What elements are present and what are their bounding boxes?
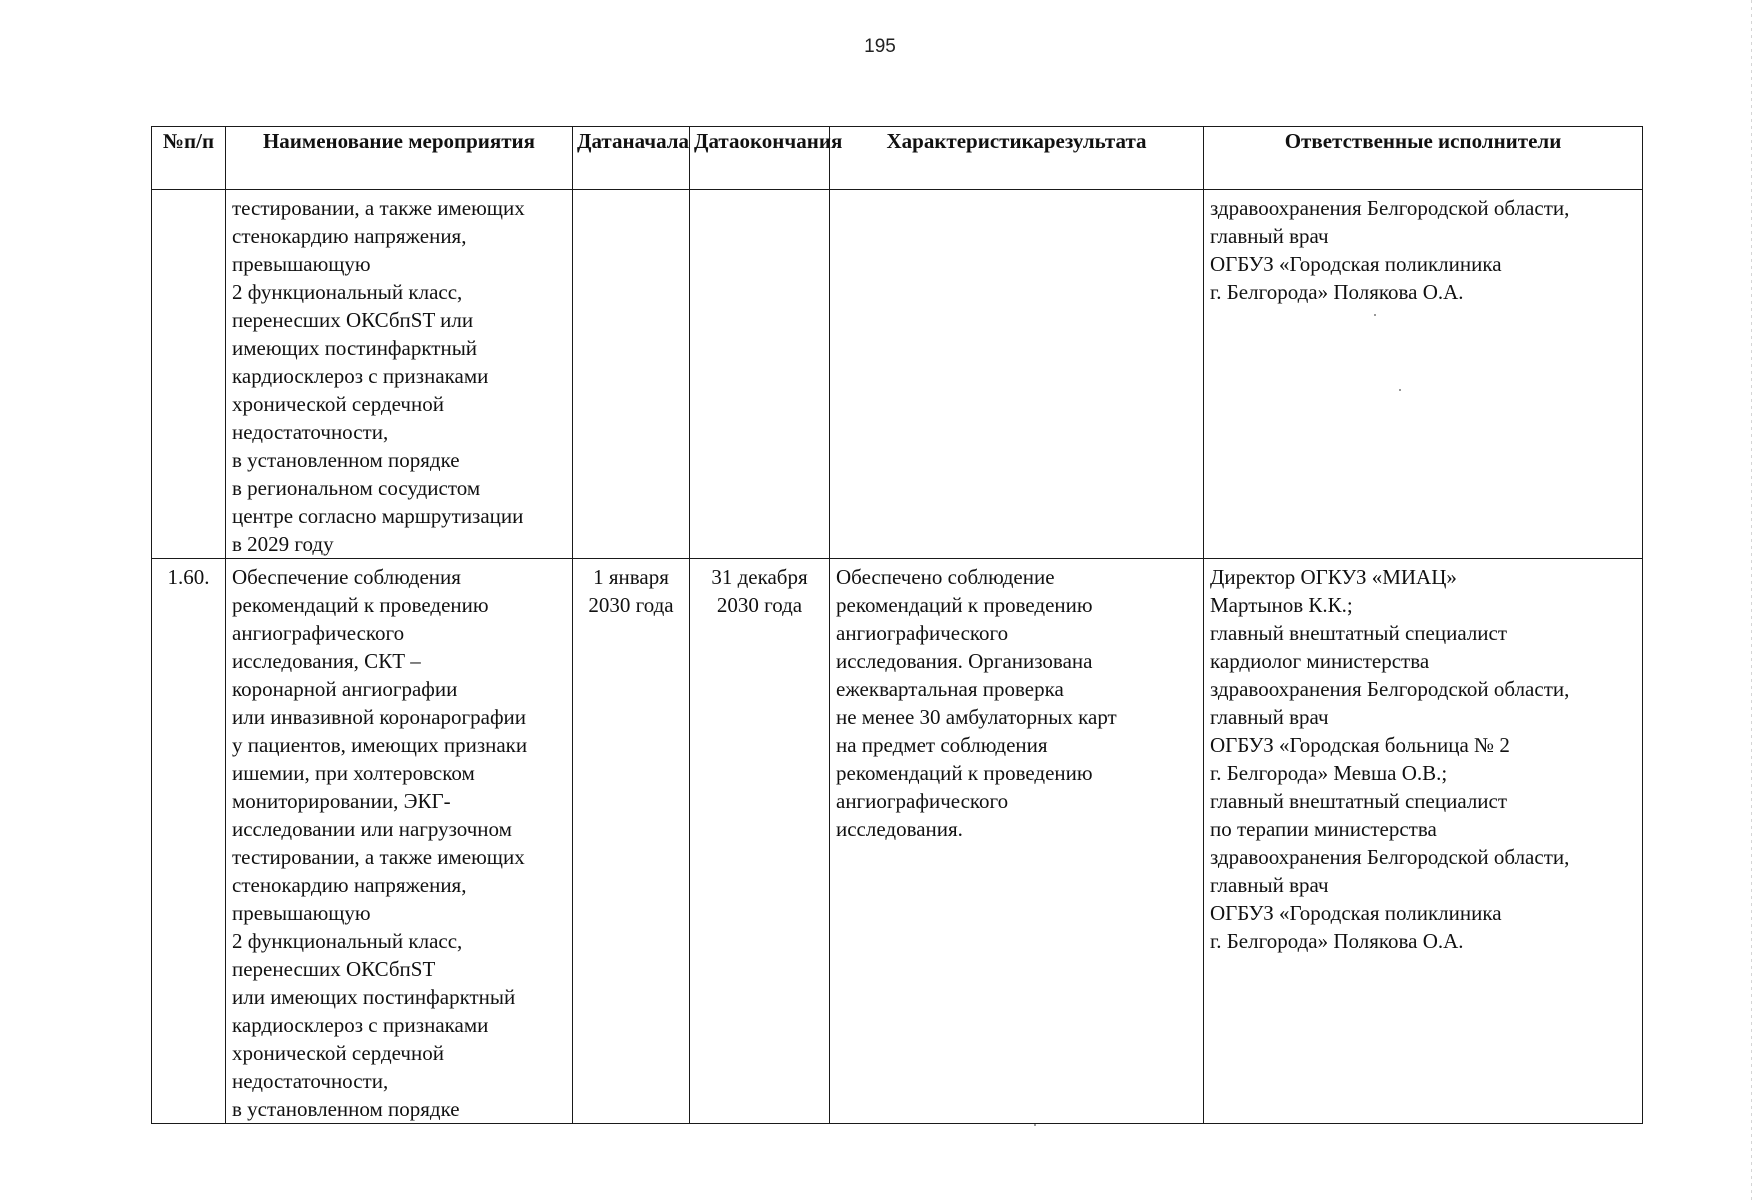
page-number: 195 (864, 36, 896, 57)
text-line: Дата (577, 129, 623, 153)
text-line: тестировании, а также имеющих (232, 196, 525, 220)
text-line: исследования, СКТ – (232, 649, 421, 673)
text-line: Характеристика (886, 129, 1044, 153)
text-line: кардиосклероз с признаками (232, 364, 489, 388)
table-header-row (152, 127, 1643, 190)
text-line: превышающую (232, 252, 371, 276)
cell-responsible (1204, 190, 1643, 559)
text-line: главный врач (1210, 224, 1329, 248)
text-line: или имеющих постинфарктный (232, 985, 516, 1009)
cell-name (226, 190, 573, 559)
text-line: г. Белгорода» Полякова О.А. (1210, 929, 1464, 953)
text-line: в региональном сосудистом (232, 476, 481, 500)
text-line: у пациентов, имеющих признаки (232, 733, 528, 757)
text-line: п/п (184, 129, 215, 153)
text-line: 2030 года (588, 593, 674, 617)
text-line: начала (622, 129, 690, 153)
scan-edge-artifact (1751, 0, 1752, 1200)
header-num (152, 127, 226, 190)
text-line: в установленном порядке (232, 448, 460, 472)
text-line: превышающую (232, 901, 371, 925)
text-line: результата (1043, 129, 1147, 153)
cell-result (830, 190, 1204, 559)
text-line: главный внештатный специалист (1210, 789, 1508, 813)
text-line: Обеспечено соблюдение (836, 565, 1055, 589)
text-line: стенокардию напряжения, (232, 224, 467, 248)
text-line: на предмет соблюдения (836, 733, 1048, 757)
text-line: Мартынов К.К.; (1210, 593, 1353, 617)
text-line: ишемии, при холтеровском (232, 761, 475, 785)
text-line: № (162, 129, 185, 153)
header-result (830, 127, 1204, 190)
header-start-date (573, 127, 690, 190)
text-line: или инвазивной коронарографии (232, 705, 527, 729)
table-row (152, 190, 1643, 559)
text-line: кардиосклероз с признаками (232, 1013, 489, 1037)
text-line: ангиографического (836, 621, 1009, 645)
text-line: рекомендаций к проведению (836, 761, 1093, 785)
text-line: здравоохранения Белгородской области, (1210, 845, 1570, 869)
text-line: перенесших ОКСбпST (232, 957, 436, 981)
text-line: 2 функциональный класс, (232, 280, 463, 304)
text-line: 1 января (593, 565, 669, 589)
text-line: недостаточности, (232, 420, 389, 444)
text-line: 2 функциональный класс, (232, 929, 463, 953)
header-end-date (690, 127, 843, 190)
text-line: хронической сердечной (232, 392, 444, 416)
text-line: рекомендаций к проведению (232, 593, 489, 617)
text-line: ОГБУЗ «Городская поликлиника (1210, 901, 1502, 925)
text-line: Обеспечение соблюдения (232, 565, 461, 589)
text-line: рекомендаций к проведению (836, 593, 1093, 617)
text-line: 2030 года (716, 593, 803, 617)
cell-name (226, 559, 573, 1124)
text-line: г. Белгорода» Мевша О.В.; (1210, 761, 1448, 785)
text-line: Наименование мероприятия (262, 129, 536, 153)
cell-end-date (690, 190, 830, 559)
text-line: по терапии министерства (1210, 817, 1437, 841)
table-row (152, 559, 1643, 1124)
scan-speck (1034, 1124, 1036, 1126)
cell-start-date (573, 190, 690, 559)
text-line: здравоохранения Белгородской области, (1210, 677, 1570, 701)
text-line: Директор ОГКУЗ «МИАЦ» (1210, 565, 1457, 589)
cell-result (830, 559, 1204, 1124)
text-line: Дата (694, 129, 740, 153)
text-line: ежеквартальная проверка (836, 677, 1064, 701)
text-line: главный врач (1210, 873, 1329, 897)
text-line: центре согласно маршрутизации (232, 504, 524, 528)
text-line: не менее 30 амбулаторных карт (836, 705, 1117, 729)
text-line: хронической сердечной (232, 1041, 444, 1065)
text-line: кардиолог министерства (1210, 649, 1430, 673)
text-line: перенесших ОКСбпST или (232, 308, 474, 332)
header-name (226, 127, 573, 190)
text-line: исследования. Организована (836, 649, 1093, 673)
text-line: исследовании или нагрузочном (232, 817, 512, 841)
text-line: 31 декабря (711, 565, 808, 589)
text-line: здравоохранения Белгородской области, (1210, 196, 1570, 220)
header-responsible (1204, 127, 1643, 190)
text-line: мониторировании, ЭКГ- (232, 789, 451, 813)
cell-start-date (573, 559, 690, 1124)
scan-speck (1399, 389, 1401, 391)
text-line: стенокардию напряжения, (232, 873, 467, 897)
text-line: ОГБУЗ «Городская больница № 2 (1210, 733, 1510, 757)
text-line: окончания (739, 129, 843, 153)
text-line: коронарной ангиографии (232, 677, 458, 701)
text-line: в 2029 году (232, 532, 334, 556)
text-line: недостаточности, (232, 1069, 389, 1093)
text-line: исследования. (836, 817, 963, 841)
text-line: главный внештатный специалист (1210, 621, 1508, 645)
text-line: Ответственные исполнители (1284, 129, 1562, 153)
cell-end-date (690, 559, 830, 1124)
cell-responsible (1204, 559, 1643, 1124)
text-line: г. Белгорода» Полякова О.А. (1210, 280, 1464, 304)
text-line: ангиографического (836, 789, 1009, 813)
cell-num (152, 190, 226, 559)
cell-num: 1.60. (152, 559, 226, 1124)
text-line: имеющих постинфарктный (232, 336, 478, 360)
text-line: в установленном порядке (232, 1097, 460, 1121)
text-line: тестировании, а также имеющих (232, 845, 525, 869)
text-line: ОГБУЗ «Городская поликлиника (1210, 252, 1502, 276)
text-line: главный врач (1210, 705, 1329, 729)
scan-speck (1374, 314, 1376, 316)
measures-table (151, 126, 1643, 1124)
text-line: ангиографического (232, 621, 405, 645)
